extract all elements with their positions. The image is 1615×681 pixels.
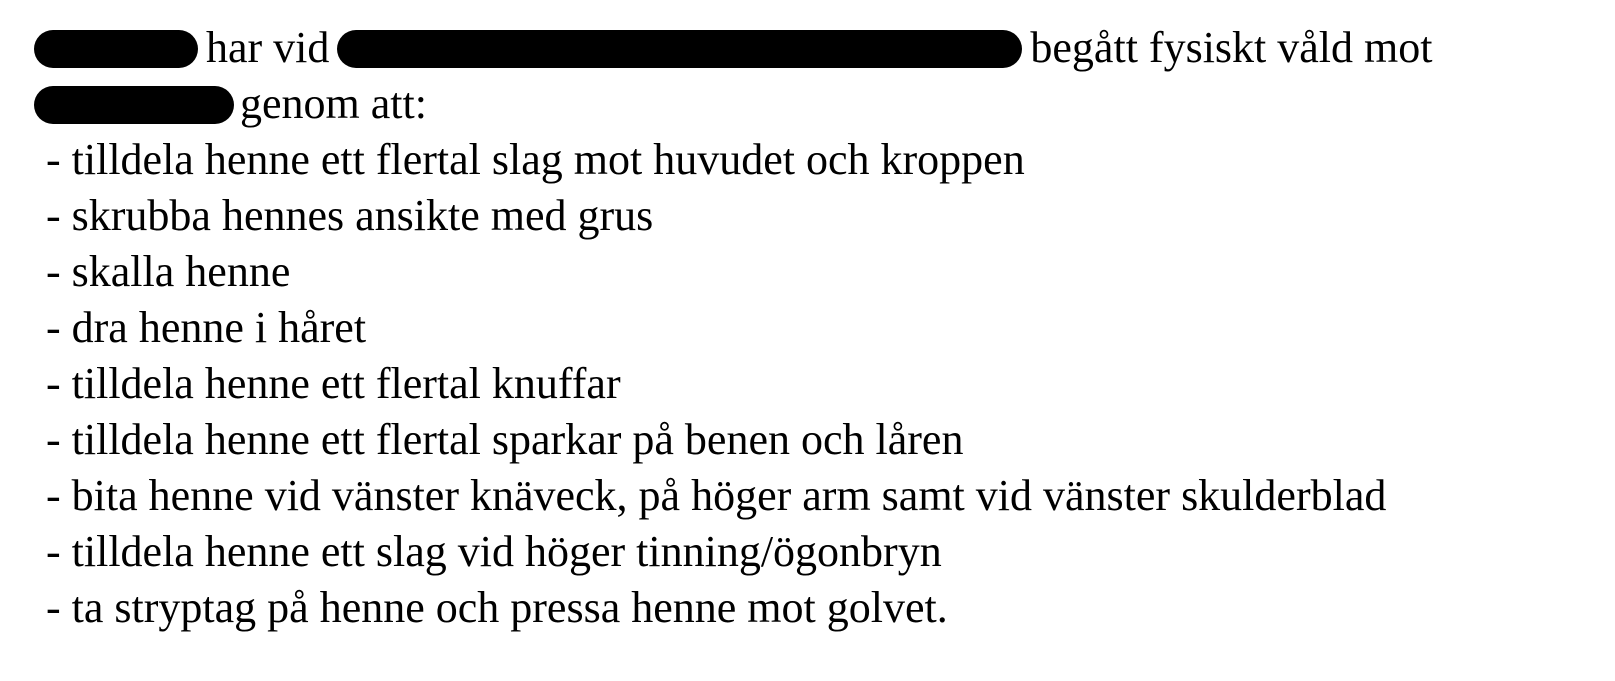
intro-line-1 bbox=[34, 20, 1604, 76]
list-item: - dra henne i håret bbox=[46, 303, 367, 352]
intro-text-2: begått fysiskt våld mot bbox=[1030, 23, 1433, 72]
list-item: - tilldela henne ett slag vid höger tinning/ögonbryn bbox=[46, 527, 942, 576]
list-item: - ta stryptag på henne och pressa henne mot golvet. bbox=[46, 583, 948, 632]
redaction-name-1 bbox=[34, 30, 198, 68]
list-item: - bita henne vid vänster knäveck, på höger arm samt vid vänster skulderblad bbox=[46, 471, 1387, 520]
list-item: - tilldela henne ett flertal knuffar bbox=[46, 359, 621, 408]
list-item: - tilldela henne ett flertal slag mot huvudet och kroppen bbox=[46, 135, 1025, 184]
list-item: - skalla henne bbox=[46, 247, 291, 296]
list-item: - skrubba hennes ansikte med grus bbox=[46, 191, 654, 240]
act-list bbox=[34, 132, 1604, 636]
list-item: - tilldela henne ett flertal sparkar på benen och låren bbox=[46, 415, 964, 464]
intro-text-1: har vid bbox=[206, 23, 330, 72]
redaction-location bbox=[337, 30, 1022, 68]
intro-line-2 bbox=[34, 76, 1604, 132]
intro-text-3: genom att: bbox=[240, 79, 427, 128]
redaction-name-2 bbox=[34, 86, 234, 124]
document-body bbox=[34, 20, 1604, 636]
